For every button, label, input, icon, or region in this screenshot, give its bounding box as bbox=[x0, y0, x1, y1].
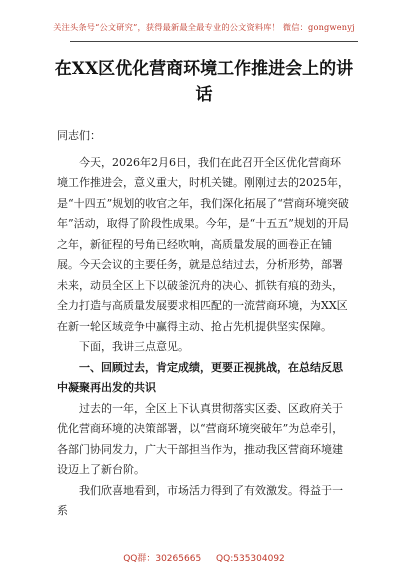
header-promo-text: 关注头条号“公文研究”，获得最新最全最专业的公文资料库！ 微信：gongwenyj bbox=[53, 22, 355, 32]
footer-qq-group: QQ群：30265665 bbox=[123, 554, 202, 564]
document-title: 在XX区优化营商环境工作推进会上的讲话 bbox=[54, 59, 354, 105]
header-divider bbox=[70, 41, 358, 42]
body-paragraph: 我们欣喜地看到，市场活力得到了有效激发。得益于一系 bbox=[57, 483, 343, 517]
body-paragraph: 过去的一年，全区上下认真贯彻落实区委、区政府关于优化营商环境的决策部署，以“营商环境突破年”为总牵引，各部门协同发力，广大干部担当作为，推动我区营商环境建设迈上了新台阶。 bbox=[57, 401, 344, 476]
body-paragraph: 今天，2026年2月6日，我们在此召开全区优化营商环境工作推进会，意义重大，时机关键。刚刚过去的2025年，是“十四五”规划的收官之年，我们深化拓展了“营商环境突破年”活动，取得了阶段性成果。今年，是“十五五”规划的开局之年，新征程的号角已经吹响，高质量发展的画卷正在铺展。今天会议的主要任务，就是总结过去，分析形势，部署未来，动员全区上下以破釜沉舟的决心、抓铁有痕的劲头，全力打造与高质量发展要求相匹配的一流营商环境，为XX区在新一轮区域竞争中赢得主动、抢占先机提供坚实保障。 bbox=[57, 155, 349, 333]
section-heading: 一、回顾过去，肯定成绩，更要正视挑战，在总结反思中凝聚再出发的共识 bbox=[57, 360, 343, 394]
document-body bbox=[57, 126, 349, 522]
greeting: 同志们： bbox=[57, 129, 101, 142]
footer-qq: QQ:535304092 bbox=[216, 554, 285, 564]
footer-contact bbox=[0, 551, 408, 564]
body-paragraph: 下面，我讲三点意见。 bbox=[79, 340, 189, 353]
